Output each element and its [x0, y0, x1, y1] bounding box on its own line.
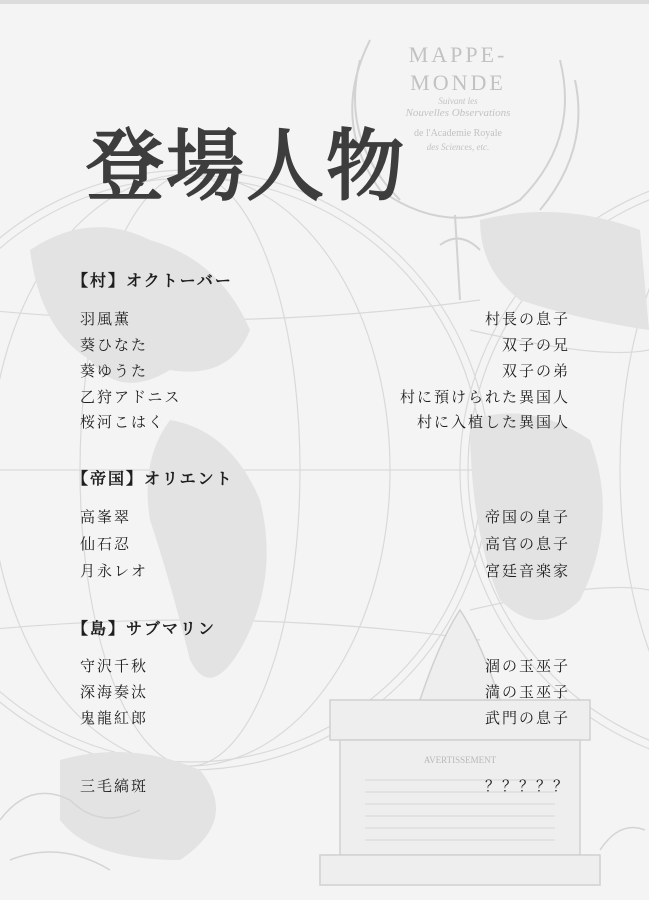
character-name: 守沢千秋 [80, 657, 149, 675]
section-heading-empire: 【帝国】オリエント [72, 469, 234, 488]
map-detail-line1: de l'Academie Royale [414, 128, 502, 139]
character-role: 村に預けられた異国人 [399, 388, 570, 406]
character-role: 帝国の皇子 [484, 508, 570, 526]
map-detail-line2: des Sciences, etc. [426, 142, 490, 152]
character-row [80, 386, 570, 410]
character-row [80, 411, 570, 435]
character-row [80, 533, 570, 557]
character-name: 三毛縞斑 [80, 777, 149, 795]
character-role: 双子の弟 [501, 362, 570, 380]
character-name: 羽風薫 [80, 310, 132, 328]
plaque-title: AVERTISSEMENT [423, 755, 497, 765]
character-name: 月永レオ [80, 562, 149, 580]
character-row [80, 506, 570, 530]
character-role: 高官の息子 [484, 535, 570, 553]
character-row [80, 308, 570, 332]
character-name: 葵ゆうた [80, 362, 149, 380]
character-role: 満の玉巫子 [484, 683, 570, 701]
character-row [80, 334, 570, 358]
character-name: 仙石忍 [80, 535, 132, 553]
character-name: 鬼龍紅郎 [80, 709, 149, 727]
character-name: 乙狩アドニス [80, 388, 182, 406]
character-row [80, 681, 570, 705]
map-subtitle-line2: Nouvelles Observations [405, 107, 511, 119]
map-subtitle-line1: Suivant les [438, 96, 478, 106]
character-row [80, 360, 570, 384]
character-row [80, 560, 570, 584]
character-role: 宮廷音楽家 [484, 562, 570, 580]
character-role: 涸の玉巫子 [484, 657, 570, 675]
section-heading-island: 【島】サブマリン [72, 619, 217, 638]
character-role: 村長の息子 [484, 310, 570, 328]
character-role: 双子の兄 [501, 336, 570, 354]
map-title-line2: MONDE [410, 70, 506, 95]
character-name: 葵ひなた [80, 336, 149, 354]
character-name: 桜河こはく [80, 413, 166, 431]
character-row-extra [80, 775, 570, 799]
character-row [80, 707, 570, 731]
character-row [80, 655, 570, 679]
section-heading-village: 【村】オクトーバー [72, 271, 233, 290]
page-title: 登場人物 [86, 122, 407, 212]
character-role: 武門の息子 [484, 709, 570, 727]
character-role: 村に入植した異国人 [416, 413, 570, 431]
character-role: ？？？？？ [484, 777, 570, 795]
character-name: 深海奏汰 [80, 683, 149, 701]
character-name: 高峯翠 [80, 508, 132, 526]
map-title-line1: MAPPE- [408, 42, 508, 67]
